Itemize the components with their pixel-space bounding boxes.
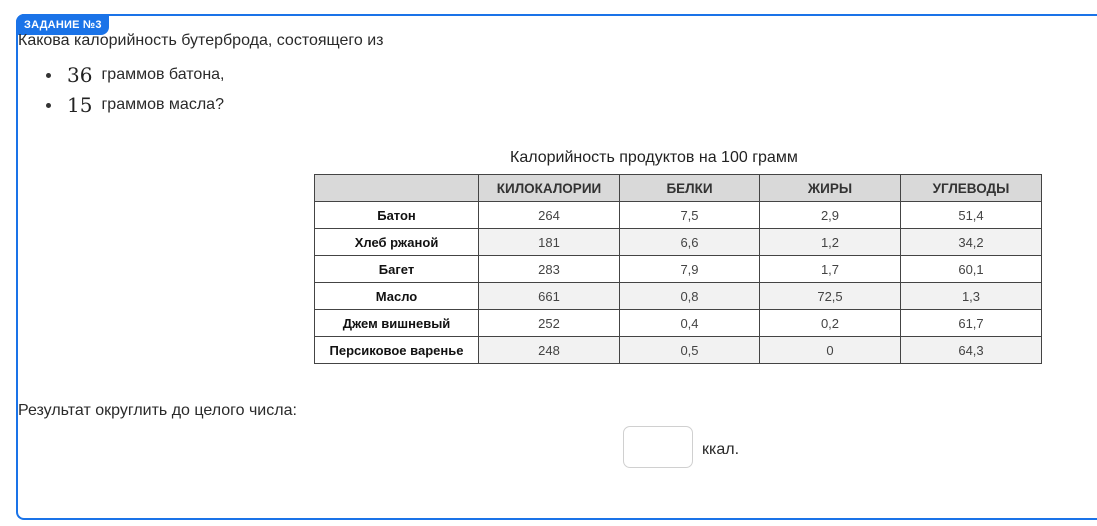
ingredient-text: граммов масла? bbox=[101, 96, 224, 113]
cell-carbs: 51,4 bbox=[901, 202, 1042, 229]
table-row bbox=[315, 202, 1042, 229]
header-cell-empty bbox=[315, 175, 479, 202]
cell-fat: 1,7 bbox=[760, 256, 901, 283]
row-name: Джем вишневый bbox=[315, 310, 479, 337]
cell-kcal: 181 bbox=[479, 229, 620, 256]
ingredient-text: граммов батона, bbox=[101, 66, 225, 83]
row-name: Персиковое варенье bbox=[315, 337, 479, 364]
bullet-icon bbox=[46, 73, 51, 78]
ingredient-list bbox=[46, 60, 225, 120]
row-name: Багет bbox=[315, 256, 479, 283]
header-cell-fat: ЖИРЫ bbox=[760, 175, 901, 202]
list-item bbox=[46, 90, 225, 120]
cell-protein: 0,5 bbox=[620, 337, 760, 364]
cell-protein: 7,9 bbox=[620, 256, 760, 283]
nutrition-table bbox=[314, 174, 1042, 364]
question-text: Какова калорийность бутерброда, состоящего из bbox=[18, 32, 384, 49]
cell-kcal: 248 bbox=[479, 337, 620, 364]
unit-label: ккал. bbox=[702, 441, 740, 458]
cell-carbs: 64,3 bbox=[901, 337, 1042, 364]
header-cell-carbs: УГЛЕВОДЫ bbox=[901, 175, 1042, 202]
ingredient-amount: 15 bbox=[67, 93, 93, 117]
cell-carbs: 60,1 bbox=[901, 256, 1042, 283]
table-header-row bbox=[315, 175, 1042, 202]
answer-input[interactable] bbox=[623, 426, 693, 468]
cell-carbs: 61,7 bbox=[901, 310, 1042, 337]
table-row bbox=[315, 256, 1042, 283]
cell-kcal: 283 bbox=[479, 256, 620, 283]
cell-protein: 7,5 bbox=[620, 202, 760, 229]
cell-protein: 0,8 bbox=[620, 283, 760, 310]
cell-fat: 1,2 bbox=[760, 229, 901, 256]
row-name: Масло bbox=[315, 283, 479, 310]
table-row bbox=[315, 310, 1042, 337]
table-row bbox=[315, 283, 1042, 310]
cell-fat: 0 bbox=[760, 337, 901, 364]
ingredient-amount: 36 bbox=[67, 63, 93, 87]
table-row bbox=[315, 229, 1042, 256]
cell-kcal: 252 bbox=[479, 310, 620, 337]
row-name: Батон bbox=[315, 202, 479, 229]
cell-protein: 6,6 bbox=[620, 229, 760, 256]
task-badge: ЗАДАНИЕ №3 bbox=[16, 14, 109, 35]
rounding-instruction: Результат округлить до целого числа: bbox=[18, 402, 297, 419]
cell-carbs: 1,3 bbox=[901, 283, 1042, 310]
cell-carbs: 34,2 bbox=[901, 229, 1042, 256]
table-row bbox=[315, 337, 1042, 364]
header-cell-protein: БЕЛКИ bbox=[620, 175, 760, 202]
cell-fat: 72,5 bbox=[760, 283, 901, 310]
cell-protein: 0,4 bbox=[620, 310, 760, 337]
list-item bbox=[46, 60, 225, 90]
cell-kcal: 264 bbox=[479, 202, 620, 229]
cell-kcal: 661 bbox=[479, 283, 620, 310]
table-title: Калорийность продуктов на 100 грамм bbox=[510, 149, 798, 166]
cell-fat: 0,2 bbox=[760, 310, 901, 337]
bullet-icon bbox=[46, 103, 51, 108]
cell-fat: 2,9 bbox=[760, 202, 901, 229]
header-cell-kcal: КИЛОКАЛОРИИ bbox=[479, 175, 620, 202]
row-name: Хлеб ржаной bbox=[315, 229, 479, 256]
